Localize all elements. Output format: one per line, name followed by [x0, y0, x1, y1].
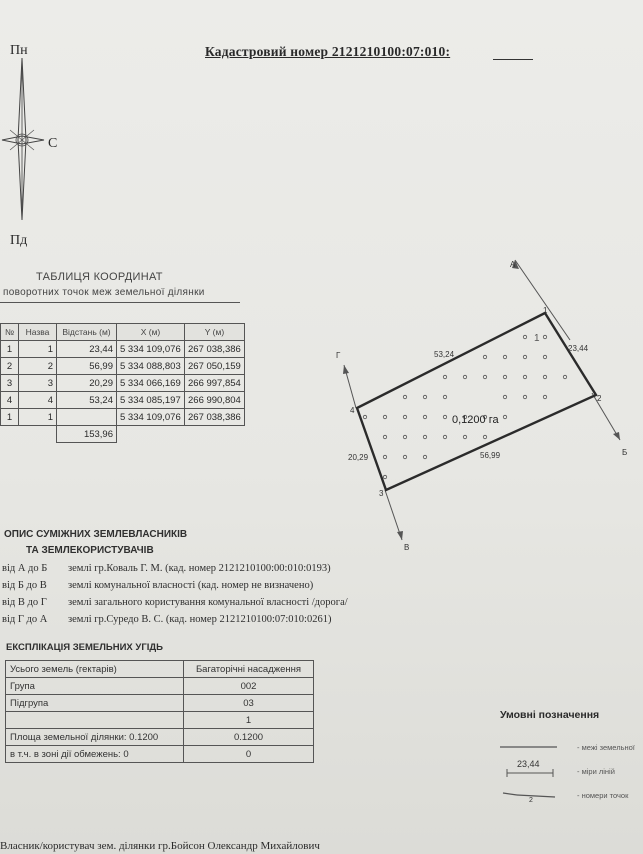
legend-samples [495, 735, 575, 815]
legend-title: Умовні позначення [500, 709, 600, 721]
legend-text-boundary: - межі земельної [577, 743, 635, 752]
table-row [1, 392, 245, 409]
table-row [6, 746, 314, 763]
direction-label-v: В [404, 543, 410, 552]
neighbour-side: від Б до В [2, 580, 47, 591]
neighbour-description: землі комунальної власності (кад. номер не визначено) [68, 580, 314, 591]
cell-number: 4 [1, 392, 19, 409]
cell-x: 5 334 085,197 [117, 392, 185, 409]
direction-label-b: Б [622, 448, 628, 457]
neighbours-title-1: ОПИС СУМІЖНИХ ЗЕМЛЕВЛАСНИКІВ [4, 529, 188, 540]
side-length-1-2: 23,44 [568, 344, 589, 353]
side-length-2-3: 56,99 [480, 451, 501, 460]
point-number-icon [503, 793, 517, 795]
col-x-header: X (м) [117, 324, 185, 341]
neighbour-row [0, 563, 331, 574]
table-row [1, 409, 245, 426]
point-3-label: 3 [379, 489, 384, 498]
side-length-4-1: 53,24 [434, 350, 455, 359]
cell-y: 266 990,804 [185, 392, 245, 409]
expl-label [6, 712, 184, 729]
expl-value: Багаторічні насадження [184, 661, 314, 678]
legend-sample-measure: 23,44 [517, 759, 540, 769]
neighbour-side: від В до Г [2, 597, 47, 608]
neighbour-description: землі гр.Суредо В. С. (кад. номер 2121210100:07:010:0261) [68, 614, 332, 625]
expl-value: 0.1200 [184, 729, 314, 746]
explication-title: ЕКСПЛІКАЦІЯ ЗЕМЕЛЬНИХ УГІДЬ [6, 642, 163, 653]
cell-x: 5 334 066,169 [117, 375, 185, 392]
expl-value: 03 [184, 695, 314, 712]
point-4-label: 4 [350, 406, 355, 415]
cell-number: 1 [1, 341, 19, 358]
cell-y: 266 997,854 [185, 375, 245, 392]
coord-table-header-row [1, 324, 245, 341]
col-name-header: Назва [19, 324, 57, 341]
cell-number: 3 [1, 375, 19, 392]
direction-line-a [515, 260, 570, 340]
table-row [6, 678, 314, 695]
compass-east-label: С [48, 136, 58, 151]
table-row [1, 358, 245, 375]
compass-north-label: Пн [10, 43, 28, 58]
cell-name: 3 [19, 375, 57, 392]
land-plot-drawing [330, 255, 630, 560]
cell-x: 5 334 109,076 [117, 409, 185, 426]
cell-total-distance: 153,96 [57, 426, 117, 443]
neighbour-side: від А до Б [2, 563, 48, 574]
cell-number: 2 [1, 358, 19, 375]
expl-label: Група [6, 678, 184, 695]
expl-value: 002 [184, 678, 314, 695]
side-length-3-4: 20,29 [348, 453, 369, 462]
col-distance-header: Відстань (м) [57, 324, 117, 341]
coord-table-subtitle: поворотних точок меж земельної ділянки [3, 287, 205, 298]
arrow-v-icon [397, 531, 403, 540]
cell-number: 1 [1, 409, 19, 426]
cell-x: 5 334 088,803 [117, 358, 185, 375]
table-row [6, 661, 314, 678]
plot-inner-label: 1 [534, 333, 540, 344]
cell-name: 1 [19, 409, 57, 426]
compass-icon [0, 40, 70, 240]
col-number-header: № [1, 324, 19, 341]
expl-value: 0 [184, 746, 314, 763]
coordinates-table [0, 323, 245, 443]
cell-y: 267 038,386 [185, 409, 245, 426]
direction-label-a: А [510, 260, 516, 269]
direction-label-g: Г [336, 351, 341, 360]
neighbour-row [0, 597, 348, 608]
explication-table [5, 660, 314, 763]
table-total-row [1, 426, 245, 443]
cell-distance [57, 409, 117, 426]
cell-name: 1 [19, 341, 57, 358]
cell-distance: 56,99 [57, 358, 117, 375]
cell-x: 5 334 109,076 [117, 341, 185, 358]
compass-south-label: Пд [10, 233, 28, 248]
plot-area-label: 0,1200 га [452, 414, 499, 426]
point-2-label: 2 [597, 394, 602, 403]
col-y-header: Y (м) [185, 324, 245, 341]
coord-table-rule [0, 302, 240, 303]
expl-label: Підгрупа [6, 695, 184, 712]
table-row [6, 712, 314, 729]
neighbour-row [0, 580, 313, 591]
orchard-hatching [363, 335, 566, 478]
point-1-label: 1 [543, 306, 548, 315]
table-row [6, 695, 314, 712]
expl-value: 1 [184, 712, 314, 729]
cell-name: 4 [19, 392, 57, 409]
expl-label: Усього земель (гектарів) [6, 661, 184, 678]
legend-text-point: - номери точок [577, 791, 629, 800]
legend-sample-point: 2 [529, 797, 533, 804]
expl-label: Площа земельної ділянки: 0.1200 [6, 729, 184, 746]
owner-footer: Власник/користувач зем. ділянки гр.Бойсон Олександр Михайлович [0, 840, 320, 852]
neighbour-description: землі гр.Коваль Г. М. (кад. номер 2121210100:00:010:0193) [68, 563, 331, 574]
cell-distance: 23,44 [57, 341, 117, 358]
neighbour-row [0, 614, 331, 625]
table-row [6, 729, 314, 746]
table-row [1, 341, 245, 358]
neighbour-side: від Г до А [2, 614, 48, 625]
parcel-boundary [357, 313, 596, 490]
cell-distance: 53,24 [57, 392, 117, 409]
title-underline [493, 59, 533, 60]
arrow-g-icon [343, 365, 349, 374]
neighbours-title-2: ТА ЗЕМЛЕКОРИСТУВАЧІВ [26, 545, 154, 556]
arrow-b-icon [613, 432, 620, 440]
cell-y: 267 050,159 [185, 358, 245, 375]
table-row [1, 375, 245, 392]
cell-distance: 20,29 [57, 375, 117, 392]
compass-rose [0, 40, 70, 248]
cadastral-number-title: Кадастровий номер 2121210100:07:010: [205, 44, 451, 59]
coord-table-title: ТАБЛИЦЯ КООРДИНАТ [36, 271, 163, 283]
neighbour-description: землі загального користування комунальної власності /дорога/ [68, 597, 348, 608]
legend-text-measure: - міри ліній [577, 767, 615, 776]
cell-name: 2 [19, 358, 57, 375]
expl-label: в т.ч. в зоні дії обмежень: 0 [6, 746, 184, 763]
cell-y: 267 038,386 [185, 341, 245, 358]
